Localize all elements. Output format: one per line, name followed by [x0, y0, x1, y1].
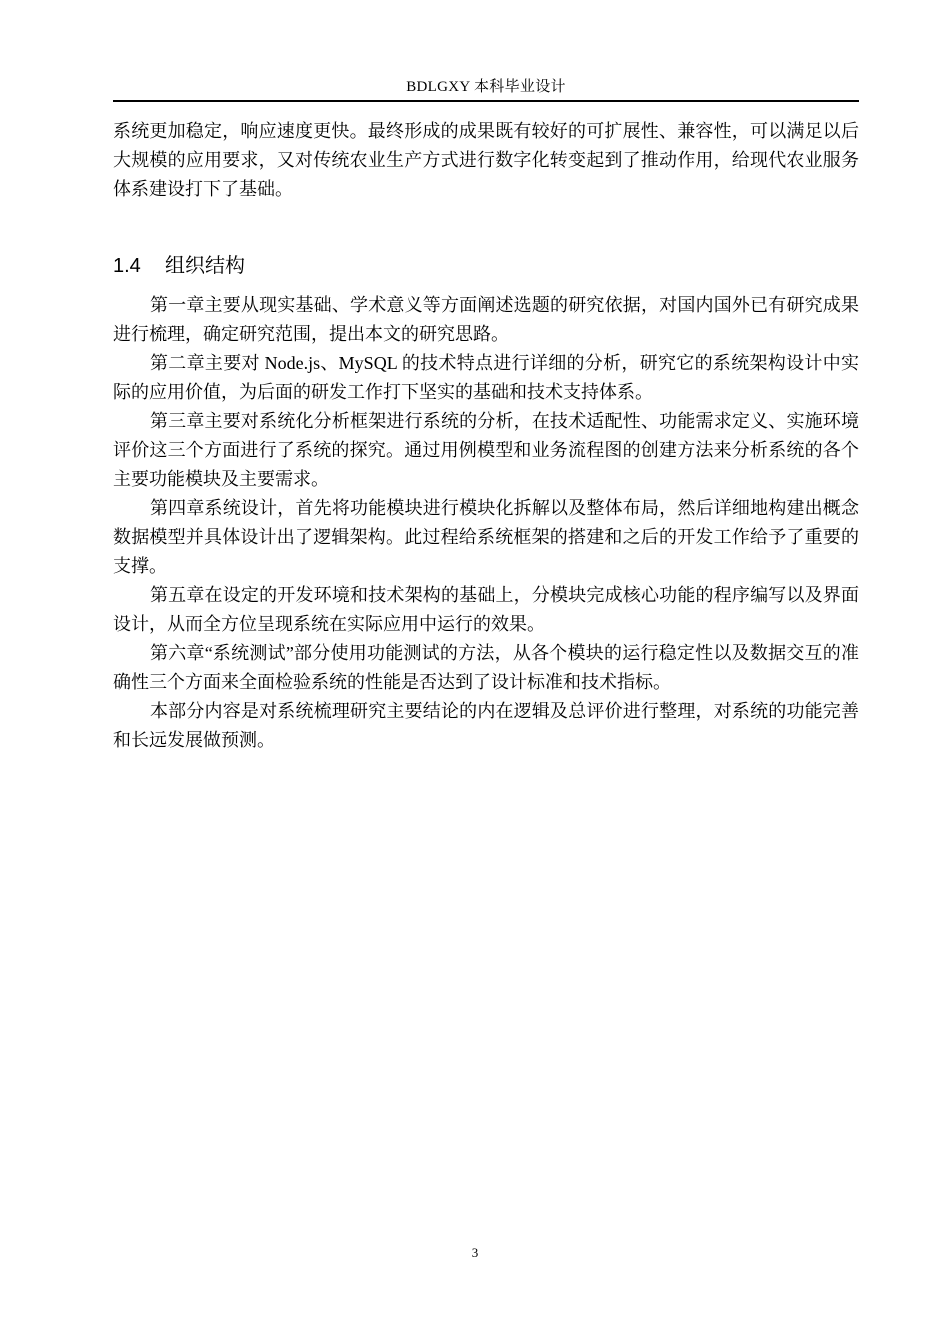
paragraph-chapter-3: 第三章主要对系统化分析框架进行系统的分析，在技术适配性、功能需求定义、实施环境评价这三个方面进行了系统的探究。通过用例模型和业务流程图的创建方法来分析系统的各个主要功能模块及主要需求。 [113, 411, 859, 489]
paragraph-chapter-2: 第二章主要对 Node.js、MySQL 的技术特点进行详细的分析，研究它的系统架构设计中实际的应用价值，为后面的研发工作打下坚实的基础和技术支持体系。 [113, 353, 859, 402]
continuation-paragraph: 系统更加稳定，响应速度更快。最终形成的成果既有较好的可扩展性、兼容性，可以满足以后大规模的应用要求，又对传统农业生产方式进行数字化转变起到了推动作用，给现代农业服务体系建设打下了基础。 [113, 121, 859, 199]
paragraph-conclusion: 本部分内容是对系统梳理研究主要结论的内在逻辑及总评价进行整理，对系统的功能完善和长远发展做预测。 [113, 701, 859, 750]
section-heading [113, 250, 245, 281]
section-body [113, 291, 859, 755]
page-number: 3 [471, 1245, 479, 1260]
paragraph-chapter-6: 第六章“系统测试”部分使用功能测试的方法，从各个模块的运行稳定性以及数据交互的准确性三个方面来全面检验系统的性能是否达到了设计标准和技术指标。 [113, 643, 859, 692]
header-divider [113, 100, 859, 102]
paragraph-chapter-5: 第五章在设定的开发环境和技术架构的基础上，分模块完成核心功能的程序编写以及界面设计，从而全方位呈现系统在实际应用中运行的效果。 [113, 585, 859, 634]
section-title: 组织结构 [165, 253, 245, 277]
page-header: BDLGXY 本科毕业设计 [406, 79, 566, 95]
continuation-block [113, 117, 859, 204]
paragraph-chapter-1: 第一章主要从现实基础、学术意义等方面阐述选题的研究依据，对国内国外已有研究成果进行梳理，确定研究范围，提出本文的研究思路。 [113, 295, 859, 344]
paragraph-chapter-4: 第四章系统设计，首先将功能模块进行模块化拆解以及整体布局，然后详细地构建出概念数据模型并具体设计出了逻辑架构。此过程给系统框架的搭建和之后的开发工作给予了重要的支撑。 [113, 498, 859, 576]
section-number: 1.4 [113, 255, 141, 277]
